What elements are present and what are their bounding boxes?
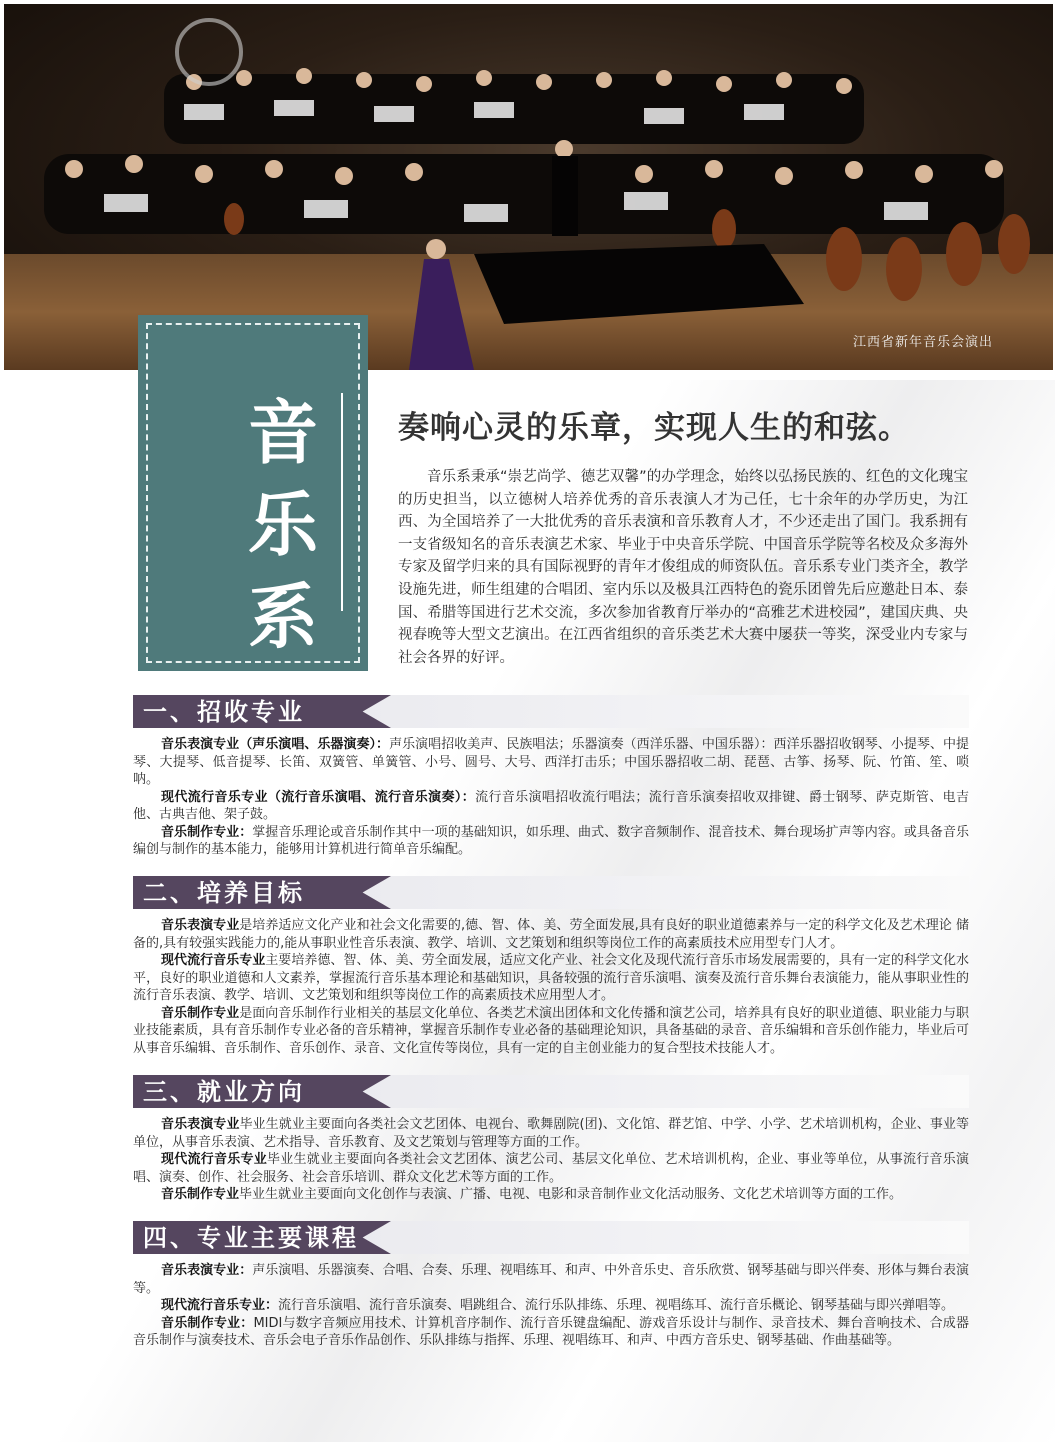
list-item <box>133 1262 969 1297</box>
section-title: 二、培养目标 <box>143 878 305 907</box>
item-text: 是培养适应文化产业和社会文化需要的,德、智、体、美、劳全面发展,具有良好的职业道德素养与一定的科学文化及艺术理论 储备的,具有较强实践能力的,能从事职业性音乐表演、教学、培训、文艺策划和组织等岗位工作的高素质技术应用型专门人才。 <box>133 918 969 951</box>
section-body-employment <box>133 1116 969 1204</box>
item-heading: 音乐制作专业 <box>161 1187 240 1202</box>
item-text: MIDI与数字音频应用技术、计算机音序制作、流行音乐键盘编配、游戏音乐设计与制作、录音技术、舞台音响技术、合成器音乐制作与演奏技术、音乐会电子音乐作品创作、乐队排练与指挥、乐理、视唱练耳、和声、中西方音乐史、钢琴基础、作曲基础等。 <box>133 1315 969 1348</box>
list-item <box>133 1151 969 1186</box>
item-text: 毕业生就业主要面向各类社会文艺团体、演艺公司、基层文化单位、艺术培训机构，企业、事业等单位，从事流行音乐演唱、演奏、创作、社会服务、社会音乐培训、群众文化艺术等方面的工作。 <box>133 1152 969 1185</box>
item-text: 毕业生就业主要面向文化创作与表演、广播、电视、电影和录音制作业文化活动服务、文化艺术培训等方面的工作。 <box>239 1187 903 1202</box>
department-title <box>238 387 328 663</box>
list-item <box>133 1005 969 1058</box>
section-header-courses <box>133 1221 969 1254</box>
item-text: 掌握音乐理论或音乐制作其中一项的基础知识，如乐理、曲式、数字音频制作、混音技术、舞台现场扩声等内容。或具备音乐编创与制作的基本能力，能够用计算机进行简单音乐编配。 <box>133 824 969 857</box>
section-body-courses <box>133 1262 969 1350</box>
item-text: 毕业生就业主要面向各类社会文艺团体、电视台、歌舞剧院(团)、文化馆、群艺馆、中学、小学、艺术培训机构，企业、事业等单位，从事音乐表演、艺术指导、音乐教育、及文艺策划与管理等方面的工作。 <box>133 1117 969 1150</box>
list-item <box>133 1297 969 1315</box>
item-text: 是面向音乐制作行业相关的基层文化单位、各类艺术演出团体和文化传播和演艺公司，培养具有良好的职业道德、职业能力与职业技能素质，具有音乐制作专业必备的音乐精神，掌握音乐制作专业必备的基础理论知识，具备基础的录音、音乐编辑和音乐创作能力，毕业后可从事音乐编辑、音乐制作、音乐创作、录音、文化宣传等岗位，具有一定的自主创业能力的复合型技术技能人才。 <box>133 1005 969 1056</box>
intro-paragraph: 音乐系秉承“崇艺尚学、德艺双馨”的办学理念，始终以弘扬民族的、红色的文化瑰宝的历史担当，以立德树人培养优秀的音乐表演人才为己任，七十余年的办学历史，为江西、为全国培养了一大批优秀的音乐表演和音乐教育人才，不少还走出了国门。我系拥有一支省级知名的音乐表演艺术家、毕业于中央音乐学院、中国音乐学院等名校及众多海外专家及留学归来的具有国际视野的青年才俊组成的师资队伍。音乐系专业门类齐全，教学设施先进，师生组建的合唱团、室内乐以及极具江西特色的瓷乐团曾先后应邀赴日本、泰国、希腊等国进行艺术交流，多次参加省教育厅举办的“高雅艺术进校园”，建国庆典、央视春晚等大型文艺演出。在江西省组织的音乐类艺术大赛中屡获一等奖，深受业内专家与社会各界的好评。 <box>398 469 968 666</box>
item-heading: 现代流行音乐专业 <box>161 1152 267 1167</box>
department-title-box <box>138 315 368 671</box>
section-title: 四、专业主要课程 <box>143 1223 359 1252</box>
item-text: 主要培养德、智、体、美、劳全面发展，适应文化产业、社会文化及现代流行音乐市场发展需要的，具有一定的科学文化水平，良好的职业道德和人文素养，掌握流行音乐基本理论和基础知识，具备较强的流行音乐演唱、演奏及流行音乐舞台表演能力，能从事职业性的流行音乐表演、教学、培训、文艺策划和组织等岗位工作的高素质技术应用型人才。 <box>133 953 969 1003</box>
section-header-goals <box>133 876 969 909</box>
item-text: 声乐演唱、乐器演奏、合唱、合奏、乐理、视唱练耳、和声、中外音乐史、音乐欣赏、钢琴基础与即兴伴奏、形体与舞台表演等。 <box>133 1263 969 1296</box>
item-text: 流行音乐演唱招收流行唱法；流行音乐演奏招收双排键、爵士钢琴、萨克斯管、电吉他、古典吉他、架子鼓。 <box>133 789 969 822</box>
list-item <box>133 1186 969 1204</box>
item-text: 声乐演唱招收美声、民族唱法；乐器演奏（西洋乐器、中国乐器）：西洋乐器招收钢琴、小提琴、中提琴、大提琴、低音提琴、长笛、双簧管、单簧管、小号、圆号、大号、西洋打击乐；中国乐器招收二胡、琵琶、古筝、扬琴、阮、竹笛、笙、唢呐。 <box>133 737 969 787</box>
section-title: 三、就业方向 <box>143 1077 305 1106</box>
slogan: 奏响心灵的乐章，实现人生的和弦。 <box>398 410 910 446</box>
title-char: 系 <box>248 575 318 658</box>
item-heading: 音乐制作专业： <box>161 824 253 840</box>
item-heading: 音乐制作专业： <box>161 1315 254 1331</box>
section-body-enrollment <box>133 736 969 859</box>
section-header-enrollment <box>133 695 969 728</box>
list-item <box>133 736 969 789</box>
section-body-goals <box>133 917 969 1057</box>
section-header-employment <box>133 1075 969 1108</box>
item-heading: 音乐表演专业： <box>161 1263 253 1278</box>
item-heading: 现代流行音乐专业 <box>161 953 266 968</box>
list-item <box>133 1315 969 1350</box>
item-heading: 音乐表演专业 <box>161 1117 240 1132</box>
title-char: 乐 <box>248 483 318 566</box>
list-item <box>133 824 969 859</box>
section-title: 一、招收专业 <box>143 697 305 726</box>
item-heading: 音乐表演专业 <box>161 918 240 933</box>
item-heading: 音乐表演专业（声乐演唱、乐器演奏）： <box>161 737 390 752</box>
title-divider <box>341 393 343 611</box>
item-text: 流行音乐演唱、流行音乐演奏、唱跳组合、流行乐队排练、乐理、视唱练耳、流行音乐概论、钢琴基础与即兴弹唱等。 <box>278 1298 955 1313</box>
list-item <box>133 952 969 1005</box>
title-char: 音 <box>248 391 318 474</box>
list-item <box>133 917 969 952</box>
list-item <box>133 1116 969 1151</box>
item-heading: 音乐制作专业 <box>161 1005 240 1021</box>
photo-caption: 江西省新年音乐会演出 <box>852 335 993 350</box>
item-heading: 现代流行音乐专业（流行音乐演唱、流行音乐演奏）： <box>161 789 476 805</box>
item-heading: 现代流行音乐专业： <box>161 1298 279 1313</box>
list-item <box>133 789 969 824</box>
